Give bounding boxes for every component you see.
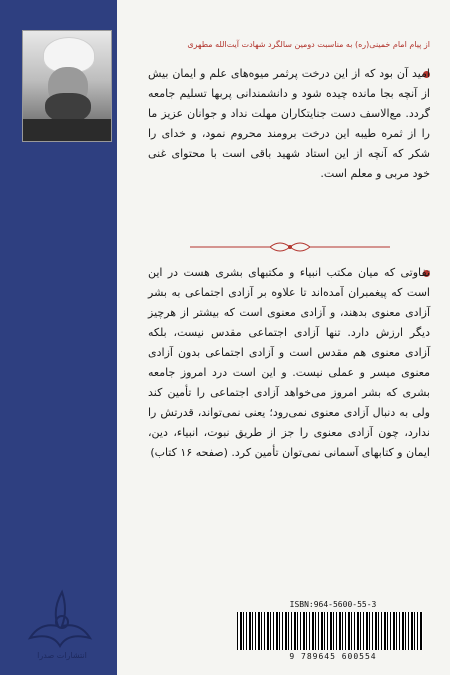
paragraph-2-text: تفاوتی که میان مکتب انبیاء و مکتبهای بشری هست در این است که پیغمبران آمده‌اند تا علاوه بر آزادی اجتماعی به بشر آزادی معنوی بدهند، و آزادی معنوی است که بیشتر از هرچیز دیگر ارزش دارد. تنها آزادی اجتماعی مقدس نیست، بلکه آزادی معنوی هم مقدس است و آزادی اجتماعی بدون آزادی معنوی میسر و عملی نیست. و این است درد امروز جامعه بشری که بشر امروز می‌خواهد آزادی اجتماعی را تأمین کند ولی به دنبال آزادی معنوی نمی‌رود؛ یعنی نمی‌تواند، قدرتش را ندارد، چون آزادی معنوی را جز از طریق نبوت، انبیاء، دین، ایمان و کتابهای آسمانی نمی‌توان تأمین کرد. [148, 266, 430, 459]
page-citation: (صفحه ۱۶ کتاب) [150, 446, 228, 459]
barcode-number: 9 789645 600554 [289, 652, 377, 661]
publisher-logo-icon [22, 588, 102, 662]
barcode [237, 612, 423, 650]
author-portrait [22, 30, 112, 142]
ornament-divider [190, 240, 390, 254]
portrait-robe [23, 119, 111, 141]
publisher-logo-text: انتشارات صدرا [37, 651, 87, 660]
isbn-text: ISBN:964-5600-55-3 [289, 600, 377, 609]
quote-paragraph-2 [148, 263, 430, 463]
quote-paragraph-1: امید آن بود که از این درخت پرثمر میوه‌های علم و ایمان بیش از آنچه بجا مانده چیده شود و دانشمندانی پربها تسلیم جامعه گردد. مع‌الاسف دست جنایتکاران مهلت نداد و جوانان عزیز ما را از ثمره طیبه این درخت برومند محروم نمود، و خدای را شکر که آنچه از این استاد شهید باقی است با محتوای غنی خود مربی و معلم است. [148, 67, 430, 180]
quote-header: از پیام امام خمینی(ره) به مناسبت دومین سالگرد شهادت آیت‌الله مطهری [187, 40, 430, 49]
